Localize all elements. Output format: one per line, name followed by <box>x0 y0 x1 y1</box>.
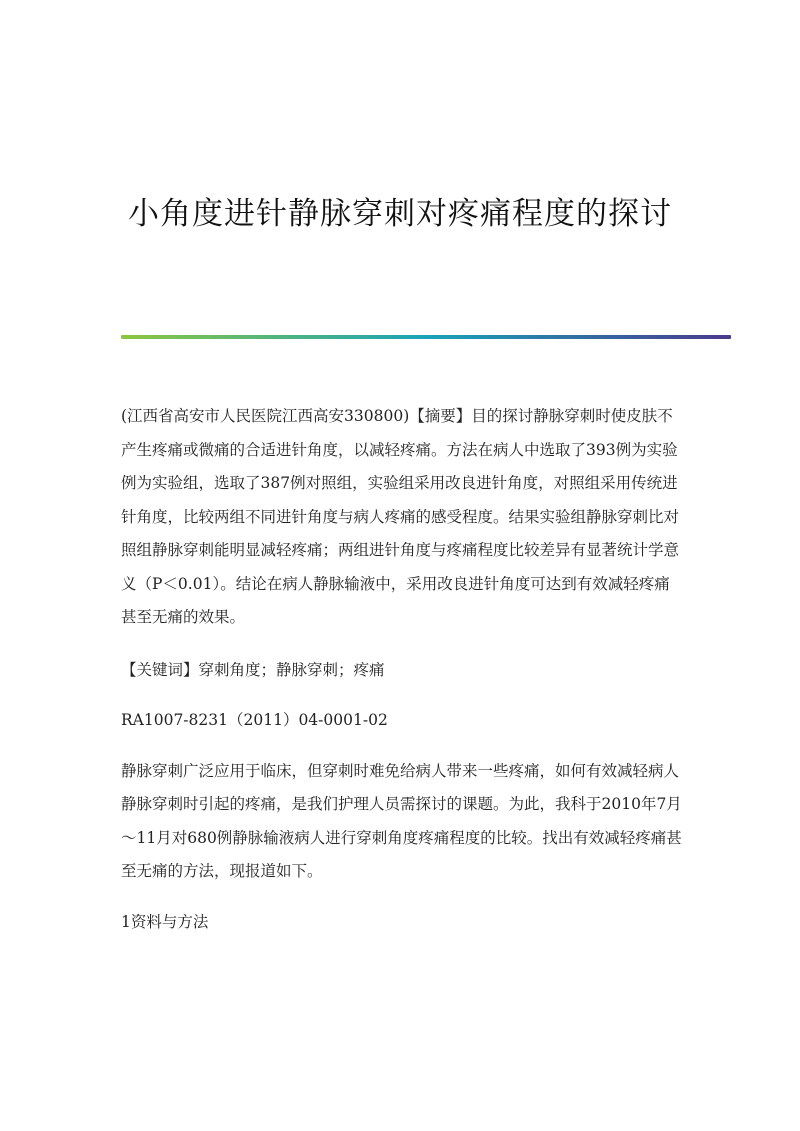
reference-code: RA1007-8231（2011）04-0001-02 <box>121 711 388 729</box>
page-title: 小角度进针静脉穿刺对疼痛程度的探讨 <box>128 196 672 232</box>
section-heading: 1资料与方法 <box>121 912 209 931</box>
keywords-line: 【关键词】穿刺角度；静脉穿刺；疼痛 <box>121 660 385 679</box>
abstract-paragraph: (江西省高安市人民医院江西高安330800)【摘要】目的探讨静脉穿刺时使皮肤不产生疼痛或微痛的合适进针角度，以减轻疼痛。方法在病人中选取了393例为实验例为实验组，选取了387例对照组，实验组采用改良进针角度，对照组采用传统进针角度，比较两组不同进针角度与病人疼痛的感受程度。结果实验组静脉穿刺比对照组静脉穿刺能明显减轻疼痛；两组进针角度与疼痛程度比较差异有显著统计学意义（P＜0.01）。结论在病人静脉输液中，采用改良进针角度可达到有效减轻疼痛甚至无痛的效果。 <box>121 407 680 626</box>
intro-paragraph: 静脉穿刺广泛应用于临床，但穿刺时难免给病人带来一些疼痛，如何有效减轻病人静脉穿刺时引起的疼痛，是我们护理人员需探讨的课题。为此，我科于2010年7月～11月对680例静脉输液病人进行穿刺角度疼痛程度的比较。找出有效减轻疼痛甚至无痛的方法，现报道如下。 <box>121 761 682 880</box>
title-divider <box>121 335 731 339</box>
document-body <box>121 400 683 939</box>
